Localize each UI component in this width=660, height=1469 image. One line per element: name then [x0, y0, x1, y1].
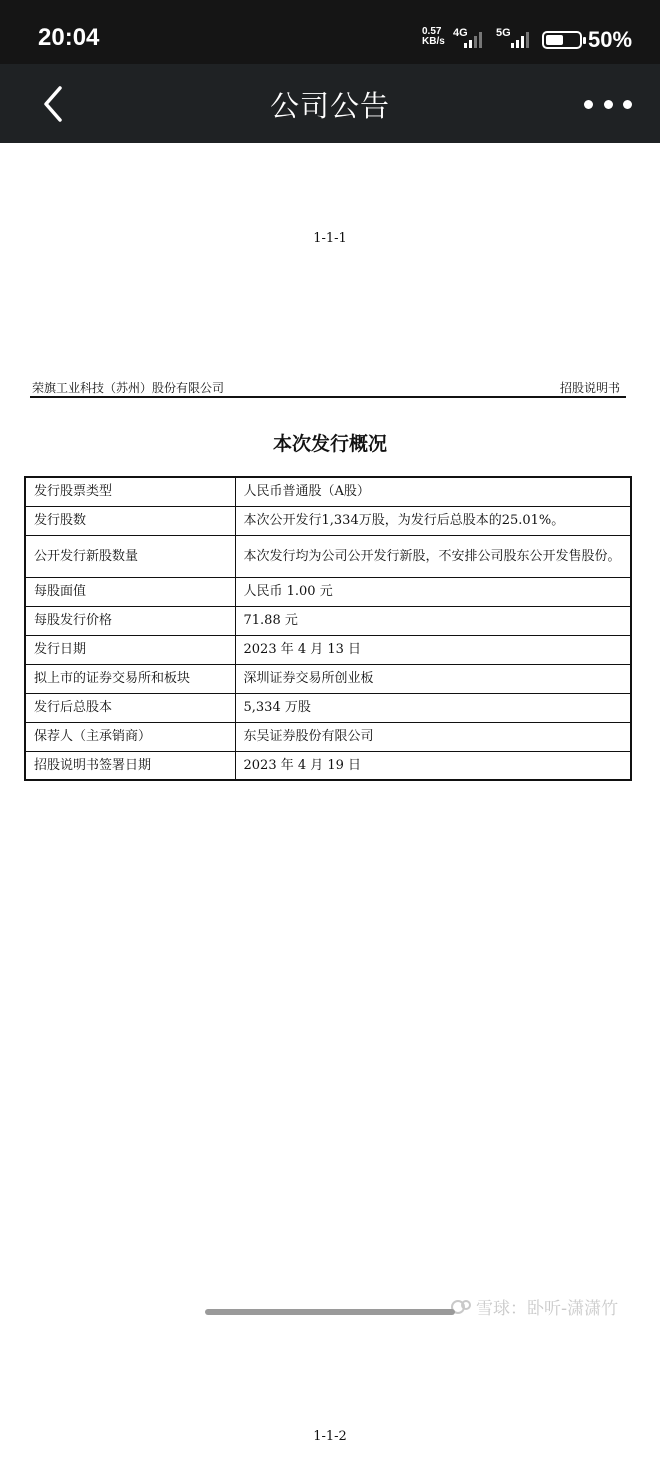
network-speed — [422, 27, 445, 47]
table-row — [25, 693, 631, 722]
table-cell-value: 人民币 1.00 元 — [235, 577, 631, 606]
page-number-top: 1-1-1 — [313, 231, 347, 246]
table-cell-value: 71.88 元 — [235, 606, 631, 635]
more-button[interactable] — [584, 92, 632, 116]
table-row — [25, 751, 631, 780]
table-cell-key: 发行日期 — [25, 635, 235, 664]
table-row — [25, 577, 631, 606]
signal-4g-label: 4G — [453, 27, 468, 39]
page-number-bottom: 1-1-2 — [313, 1429, 347, 1444]
status-time: 20:04 — [38, 24, 100, 51]
table-cell-value: 深圳证券交易所创业板 — [235, 664, 631, 693]
document-viewer[interactable] — [0, 143, 660, 1469]
table-row — [25, 664, 631, 693]
document-header-company: 荣旗工业科技（苏州）股份有限公司 — [32, 381, 225, 395]
status-bar — [0, 0, 660, 64]
offering-summary-table — [24, 476, 632, 781]
table-row — [25, 722, 631, 751]
section-title: 本次发行概况 — [272, 433, 387, 455]
table-row — [25, 477, 631, 506]
table-cell-value: 2023 年 4 月 13 日 — [235, 635, 631, 664]
table-cell-value: 人民币普通股（A股） — [235, 477, 631, 506]
table-cell-key: 招股说明书签署日期 — [25, 751, 235, 780]
table-cell-key: 公开发行新股数量 — [25, 535, 235, 577]
table-row — [25, 506, 631, 535]
header-divider — [30, 396, 626, 398]
table-cell-key: 发行股票类型 — [25, 477, 235, 506]
table-cell-value: 2023 年 4 月 19 日 — [235, 751, 631, 780]
signal-5g-label: 5G — [496, 27, 511, 39]
page-title: 公司公告 — [269, 89, 390, 123]
signal-5g-icon — [511, 30, 529, 48]
signal-4g-icon — [464, 30, 482, 48]
table-cell-key: 发行股数 — [25, 506, 235, 535]
table-row — [25, 535, 631, 577]
table-cell-value: 本次发行均为公司公开发行新股，不安排公司股东公开发售股份。 — [235, 535, 631, 577]
home-indicator[interactable] — [205, 1309, 455, 1315]
table-row — [25, 635, 631, 664]
table-cell-key: 每股发行价格 — [25, 606, 235, 635]
table-cell-value: 5,334 万股 — [235, 693, 631, 722]
nav-bar — [0, 64, 660, 143]
table-row — [25, 606, 631, 635]
table-cell-value: 本次公开发行1,334万股，为发行后总股本的25.01%。 — [235, 506, 631, 535]
watermark-text: 雪球：卧听-潇潇竹 — [476, 1299, 619, 1319]
network-speed-unit: KB/s — [422, 36, 445, 47]
table-cell-key: 发行后总股本 — [25, 693, 235, 722]
table-cell-key: 每股面值 — [25, 577, 235, 606]
table-cell-key: 保荐人（主承销商） — [25, 722, 235, 751]
battery-percent: 50% — [588, 27, 633, 52]
battery-fill — [546, 35, 563, 45]
more-horizontal-icon — [584, 100, 593, 109]
table-cell-key: 拟上市的证券交易所和板块 — [25, 664, 235, 693]
table-cell-value: 东吴证券股份有限公司 — [235, 722, 631, 751]
watermark — [450, 1294, 618, 1319]
network-speed-value: 0.57 — [422, 26, 442, 37]
document-header-type: 招股说明书 — [559, 381, 620, 395]
battery-icon — [542, 31, 582, 49]
